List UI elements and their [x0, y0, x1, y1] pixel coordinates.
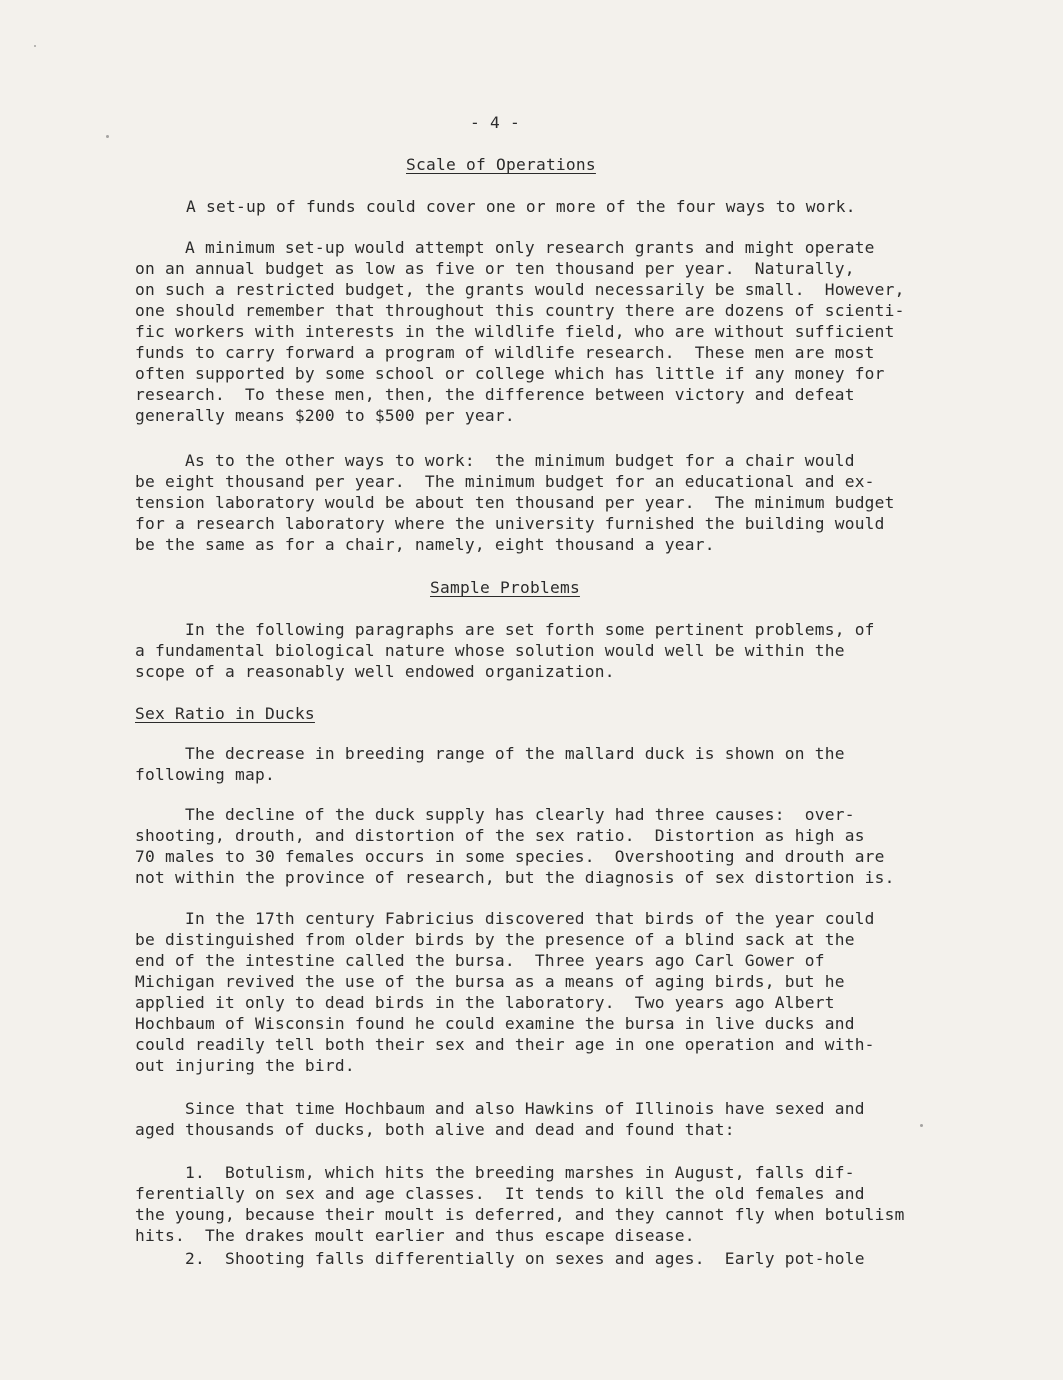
- text-line: following map.: [135, 765, 275, 784]
- text-line: research. To these men, then, the difference between victory and defeat: [135, 385, 855, 404]
- text-line: a fundamental biological nature whose solution would well be within the: [135, 641, 845, 660]
- page-number: - 4 -: [470, 113, 520, 132]
- text-line: end of the intestine called the bursa. Three years ago Carl Gower of: [135, 951, 825, 970]
- list-item: ferentially on sex and age classes. It tends to kill the old females and: [135, 1184, 865, 1203]
- text-line: funds to carry forward a program of wildlife research. These men are most: [135, 343, 875, 362]
- list-item: 1. Botulism, which hits the breeding marshes in August, falls dif-: [135, 1163, 855, 1182]
- text-line: A minimum set-up would attempt only research grants and might operate: [135, 238, 875, 257]
- paper-speck: [106, 135, 109, 138]
- text-line: aged thousands of ducks, both alive and dead and found that:: [135, 1120, 735, 1139]
- text-line: fic workers with interests in the wildlife field, who are without sufficient: [135, 322, 895, 341]
- text-line: The decline of the duck supply has clearly had three causes: over-: [135, 805, 855, 824]
- text-line: on such a restricted budget, the grants would necessarily be small. However,: [135, 280, 905, 299]
- text-line: Hochbaum of Wisconsin found he could examine the bursa in live ducks and: [135, 1014, 855, 1033]
- text-line: scope of a reasonably well endowed organization.: [135, 662, 615, 681]
- text-line: Michigan revived the use of the bursa as a means of aging birds, but he: [135, 972, 845, 991]
- text-line: be the same as for a chair, namely, eight thousand a year.: [135, 535, 715, 554]
- paper-speck: [34, 45, 36, 47]
- text-line: one should remember that throughout this country there are dozens of scienti-: [135, 301, 905, 320]
- sample-heading: Sample Problems: [430, 578, 580, 597]
- text-line: tension laboratory would be about ten thousand per year. The minimum budget: [135, 493, 895, 512]
- text-line: often supported by some school or college which has little if any money for: [135, 364, 885, 383]
- text-line: As to the other ways to work: the minimum budget for a chair would: [135, 451, 855, 470]
- text-line: In the 17th century Fabricius discovered that birds of the year could: [135, 909, 875, 928]
- text-line: The decrease in breeding range of the mallard duck is shown on the: [135, 744, 845, 763]
- text-line: on an annual budget as low as five or ten thousand per year. Naturally,: [135, 259, 855, 278]
- text-line: be distinguished from older birds by the presence of a blind sack at the: [135, 930, 855, 949]
- scale-intro: A set-up of funds could cover one or more of the four ways to work.: [186, 197, 856, 216]
- sex-ratio-heading: Sex Ratio in Ducks: [135, 704, 315, 723]
- paper-speck: [920, 1124, 923, 1127]
- text-line: generally means $200 to $500 per year.: [135, 406, 515, 425]
- text-line: applied it only to dead birds in the laboratory. Two years ago Albert: [135, 993, 835, 1012]
- text-line: not within the province of research, but the diagnosis of sex distortion is.: [135, 868, 895, 887]
- text-line: be eight thousand per year. The minimum budget for an educational and ex-: [135, 472, 875, 491]
- text-line: for a research laboratory where the university furnished the building would: [135, 514, 885, 533]
- text-line: shooting, drouth, and distortion of the sex ratio. Distortion as high as: [135, 826, 865, 845]
- text-line: Since that time Hochbaum and also Hawkins of Illinois have sexed and: [135, 1099, 865, 1118]
- text-line: could readily tell both their sex and their age in one operation and with-: [135, 1035, 875, 1054]
- scale-heading: Scale of Operations: [406, 155, 596, 174]
- list-item: 2. Shooting falls differentially on sexes and ages. Early pot-hole: [135, 1249, 865, 1268]
- list-item: hits. The drakes moult earlier and thus escape disease.: [135, 1226, 695, 1245]
- findings-list: [135, 1162, 905, 1309]
- text-line: In the following paragraphs are set forth some pertinent problems, of: [135, 620, 875, 639]
- text-line: 70 males to 30 females occurs in some species. Overshooting and drouth are: [135, 847, 885, 866]
- text-line: out injuring the bird.: [135, 1056, 355, 1075]
- list-item: the young, because their moult is deferred, and they cannot fly when botulism: [135, 1205, 905, 1224]
